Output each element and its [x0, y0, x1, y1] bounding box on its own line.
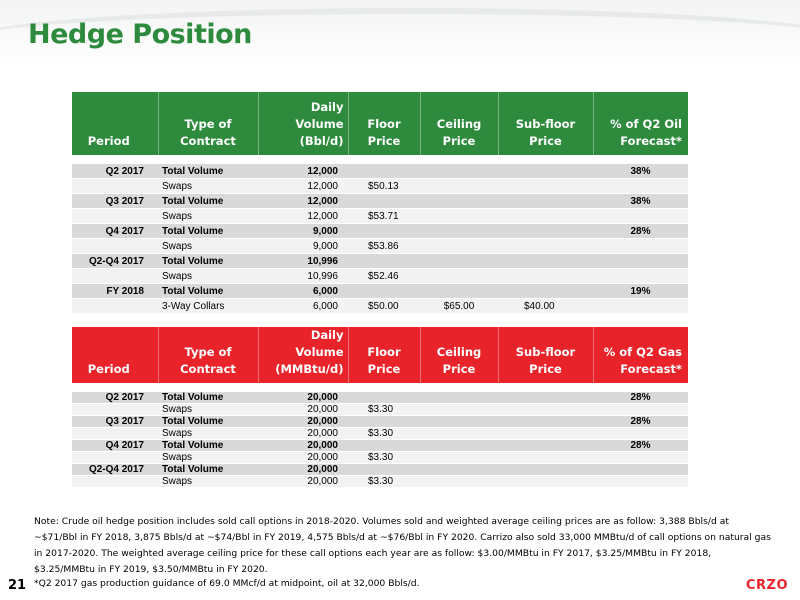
cell-period [72, 428, 158, 440]
oil-header-ceiling-price: Ceiling Price [420, 92, 498, 155]
cell-floor: $50.13 [348, 179, 420, 194]
cell-floor: $52.46 [348, 269, 420, 284]
cell-contract: Total Volume [158, 254, 258, 269]
oil-table-header-row [72, 92, 688, 155]
cell-ceiling [420, 224, 498, 239]
cell-contract: Total Volume [158, 440, 258, 452]
spacer-cell [72, 383, 688, 392]
table-row [72, 476, 688, 488]
table-row [72, 164, 688, 179]
gas-header-pct-forecast: % of Q2 Gas Forecast* [593, 327, 688, 383]
cell-subfloor [498, 209, 593, 224]
table-row [72, 392, 688, 404]
cell-floor [348, 164, 420, 179]
cell-volume: 12,000 [258, 164, 348, 179]
table-row [72, 428, 688, 440]
cell-pct: 38% [593, 194, 688, 209]
cell-contract: Swaps [158, 476, 258, 488]
gas-hedge-table [72, 327, 688, 488]
cell-floor: $3.30 [348, 476, 420, 488]
table-row [72, 464, 688, 476]
table-row [72, 284, 688, 299]
cell-ceiling [420, 440, 498, 452]
cell-volume: 20,000 [258, 464, 348, 476]
cell-pct [593, 239, 688, 254]
table-row [72, 224, 688, 239]
cell-period: Q4 2017 [72, 224, 158, 239]
cell-subfloor [498, 428, 593, 440]
cell-floor [348, 392, 420, 404]
cell-period [72, 476, 158, 488]
cell-floor: $3.30 [348, 404, 420, 416]
cell-volume: 20,000 [258, 416, 348, 428]
cell-subfloor [498, 284, 593, 299]
cell-ceiling [420, 464, 498, 476]
gas-header-period: Period [72, 327, 158, 383]
cell-contract: Swaps [158, 209, 258, 224]
cell-subfloor [498, 269, 593, 284]
oil-header-daily-volume: Daily Volume (Bbl/d) [258, 92, 348, 155]
table-row [72, 440, 688, 452]
cell-pct: 28% [593, 440, 688, 452]
gas-header-ceiling-price: Ceiling Price [420, 327, 498, 383]
table-row [72, 299, 688, 314]
oil-hedge-table [72, 92, 688, 314]
table-row [72, 404, 688, 416]
cell-ceiling [420, 452, 498, 464]
spacer-cell [72, 155, 688, 164]
cell-pct [593, 464, 688, 476]
cell-volume: 20,000 [258, 452, 348, 464]
cell-ceiling [420, 284, 498, 299]
cell-volume: 6,000 [258, 284, 348, 299]
table-row [72, 179, 688, 194]
cell-subfloor [498, 392, 593, 404]
cell-pct: 28% [593, 416, 688, 428]
gas-header-daily-volume: Daily Volume (MMBtu/d) [258, 327, 348, 383]
cell-contract: Total Volume [158, 164, 258, 179]
cell-contract: Total Volume [158, 392, 258, 404]
cell-pct [593, 452, 688, 464]
cell-pct [593, 209, 688, 224]
cell-volume: 12,000 [258, 209, 348, 224]
cell-subfloor [498, 416, 593, 428]
cell-contract: Total Volume [158, 416, 258, 428]
cell-pct [593, 476, 688, 488]
oil-header-floor-price: Floor Price [348, 92, 420, 155]
cell-contract: Total Volume [158, 284, 258, 299]
footnote: *Q2 2017 gas production guidance of 69.0 MMcf/d at midpoint, oil at 32,000 Bbls/d. [34, 578, 420, 589]
cell-floor: $53.86 [348, 239, 420, 254]
cell-pct [593, 428, 688, 440]
cell-floor [348, 224, 420, 239]
cell-ceiling [420, 194, 498, 209]
oil-header-subfloor-price: Sub-floor Price [498, 92, 593, 155]
table-row [72, 209, 688, 224]
cell-pct [593, 269, 688, 284]
page-title: Hedge Position [28, 19, 252, 50]
cell-pct [593, 299, 688, 314]
page-number: 21 [8, 578, 27, 593]
cell-floor: $50.00 [348, 299, 420, 314]
cell-subfloor [498, 476, 593, 488]
cell-period: Q2 2017 [72, 392, 158, 404]
cell-pct [593, 404, 688, 416]
cell-period: Q2-Q4 2017 [72, 254, 158, 269]
cell-ceiling [420, 254, 498, 269]
cell-contract: Swaps [158, 269, 258, 284]
cell-contract: Swaps [158, 404, 258, 416]
gas-header-floor-price: Floor Price [348, 327, 420, 383]
cell-ceiling [420, 209, 498, 224]
cell-period [72, 404, 158, 416]
cell-volume: 12,000 [258, 179, 348, 194]
cell-ceiling [420, 269, 498, 284]
cell-period: FY 2018 [72, 284, 158, 299]
cell-pct: 38% [593, 164, 688, 179]
cell-volume: 10,996 [258, 254, 348, 269]
cell-period: Q2-Q4 2017 [72, 464, 158, 476]
cell-contract: Total Volume [158, 464, 258, 476]
cell-floor: $53.71 [348, 209, 420, 224]
cell-volume: 20,000 [258, 404, 348, 416]
cell-floor [348, 284, 420, 299]
table-row [72, 194, 688, 209]
cell-contract: Swaps [158, 179, 258, 194]
cell-volume: 20,000 [258, 392, 348, 404]
cell-volume: 12,000 [258, 194, 348, 209]
cell-subfloor [498, 239, 593, 254]
cell-period [72, 209, 158, 224]
cell-pct: 19% [593, 284, 688, 299]
cell-subfloor [498, 164, 593, 179]
cell-floor [348, 440, 420, 452]
cell-volume: 20,000 [258, 476, 348, 488]
cell-floor [348, 416, 420, 428]
cell-subfloor: $40.00 [498, 299, 593, 314]
cell-period: Q3 2017 [72, 194, 158, 209]
table-row [72, 452, 688, 464]
cell-period [72, 452, 158, 464]
gas-header-subfloor-price: Sub-floor Price [498, 327, 593, 383]
cell-subfloor [498, 194, 593, 209]
cell-volume: 9,000 [258, 239, 348, 254]
cell-volume: 10,996 [258, 269, 348, 284]
cell-floor: $3.30 [348, 428, 420, 440]
cell-pct: 28% [593, 392, 688, 404]
cell-subfloor [498, 440, 593, 452]
oil-header-contract-type: Type of Contract [158, 92, 258, 155]
cell-volume: 9,000 [258, 224, 348, 239]
table-spacer-row [72, 383, 688, 392]
cell-floor [348, 194, 420, 209]
table-row [72, 254, 688, 269]
cell-contract: Swaps [158, 428, 258, 440]
cell-volume: 20,000 [258, 440, 348, 452]
cell-ceiling [420, 428, 498, 440]
cell-subfloor [498, 179, 593, 194]
hedge-note: Note: Crude oil hedge position includes sold call options in 2018-2020. Volumes sold and weighted average ceiling prices are as follow: 3,388 Bbls/d at ~$71/Bbl in FY 2018, 3,875 Bbls/d at ~$74/Bbl in FY 2019, 4,575 Bbls/d at ~$76/Bbl in FY 2020. Carrizo also sold 33,000 MMBtu/d of call options on natural gas in 2017-2020. The weighted average ceiling price for these call options each year are as follow: $3.00/MMBtu in FY 2017, $3.25/MMBtu in FY 2018, $3.25/MMBtu in FY 2019, $3.50/MMBtu in FY 2020. [34, 516, 771, 575]
gas-table-header-row [72, 327, 688, 383]
cell-subfloor [498, 254, 593, 269]
cell-subfloor [498, 404, 593, 416]
cell-period: Q2 2017 [72, 164, 158, 179]
cell-period [72, 179, 158, 194]
cell-floor [348, 254, 420, 269]
cell-period: Q3 2017 [72, 416, 158, 428]
oil-header-period: Period [72, 92, 158, 155]
cell-pct [593, 179, 688, 194]
cell-volume: 6,000 [258, 299, 348, 314]
cell-pct: 28% [593, 224, 688, 239]
cell-contract: Total Volume [158, 194, 258, 209]
cell-ceiling [420, 164, 498, 179]
cell-ceiling [420, 404, 498, 416]
table-row [72, 269, 688, 284]
cell-subfloor [498, 464, 593, 476]
cell-volume: 20,000 [258, 428, 348, 440]
cell-ceiling [420, 476, 498, 488]
cell-contract: Swaps [158, 239, 258, 254]
cell-ceiling [420, 179, 498, 194]
table-row [72, 416, 688, 428]
cell-period: Q4 2017 [72, 440, 158, 452]
cell-ceiling [420, 239, 498, 254]
cell-subfloor [498, 224, 593, 239]
table-spacer-row [72, 155, 688, 164]
cell-contract: Total Volume [158, 224, 258, 239]
gas-header-contract-type: Type of Contract [158, 327, 258, 383]
cell-ceiling: $65.00 [420, 299, 498, 314]
cell-contract: 3-Way Collars [158, 299, 258, 314]
cell-ceiling [420, 416, 498, 428]
cell-floor: $3.30 [348, 452, 420, 464]
cell-floor [348, 464, 420, 476]
cell-contract: Swaps [158, 452, 258, 464]
cell-pct [593, 254, 688, 269]
cell-ceiling [420, 392, 498, 404]
cell-period [72, 269, 158, 284]
cell-subfloor [498, 452, 593, 464]
oil-header-pct-forecast: % of Q2 Oil Forecast* [593, 92, 688, 155]
company-logo: CRZO [745, 578, 788, 593]
table-row [72, 239, 688, 254]
cell-period [72, 299, 158, 314]
cell-period [72, 239, 158, 254]
